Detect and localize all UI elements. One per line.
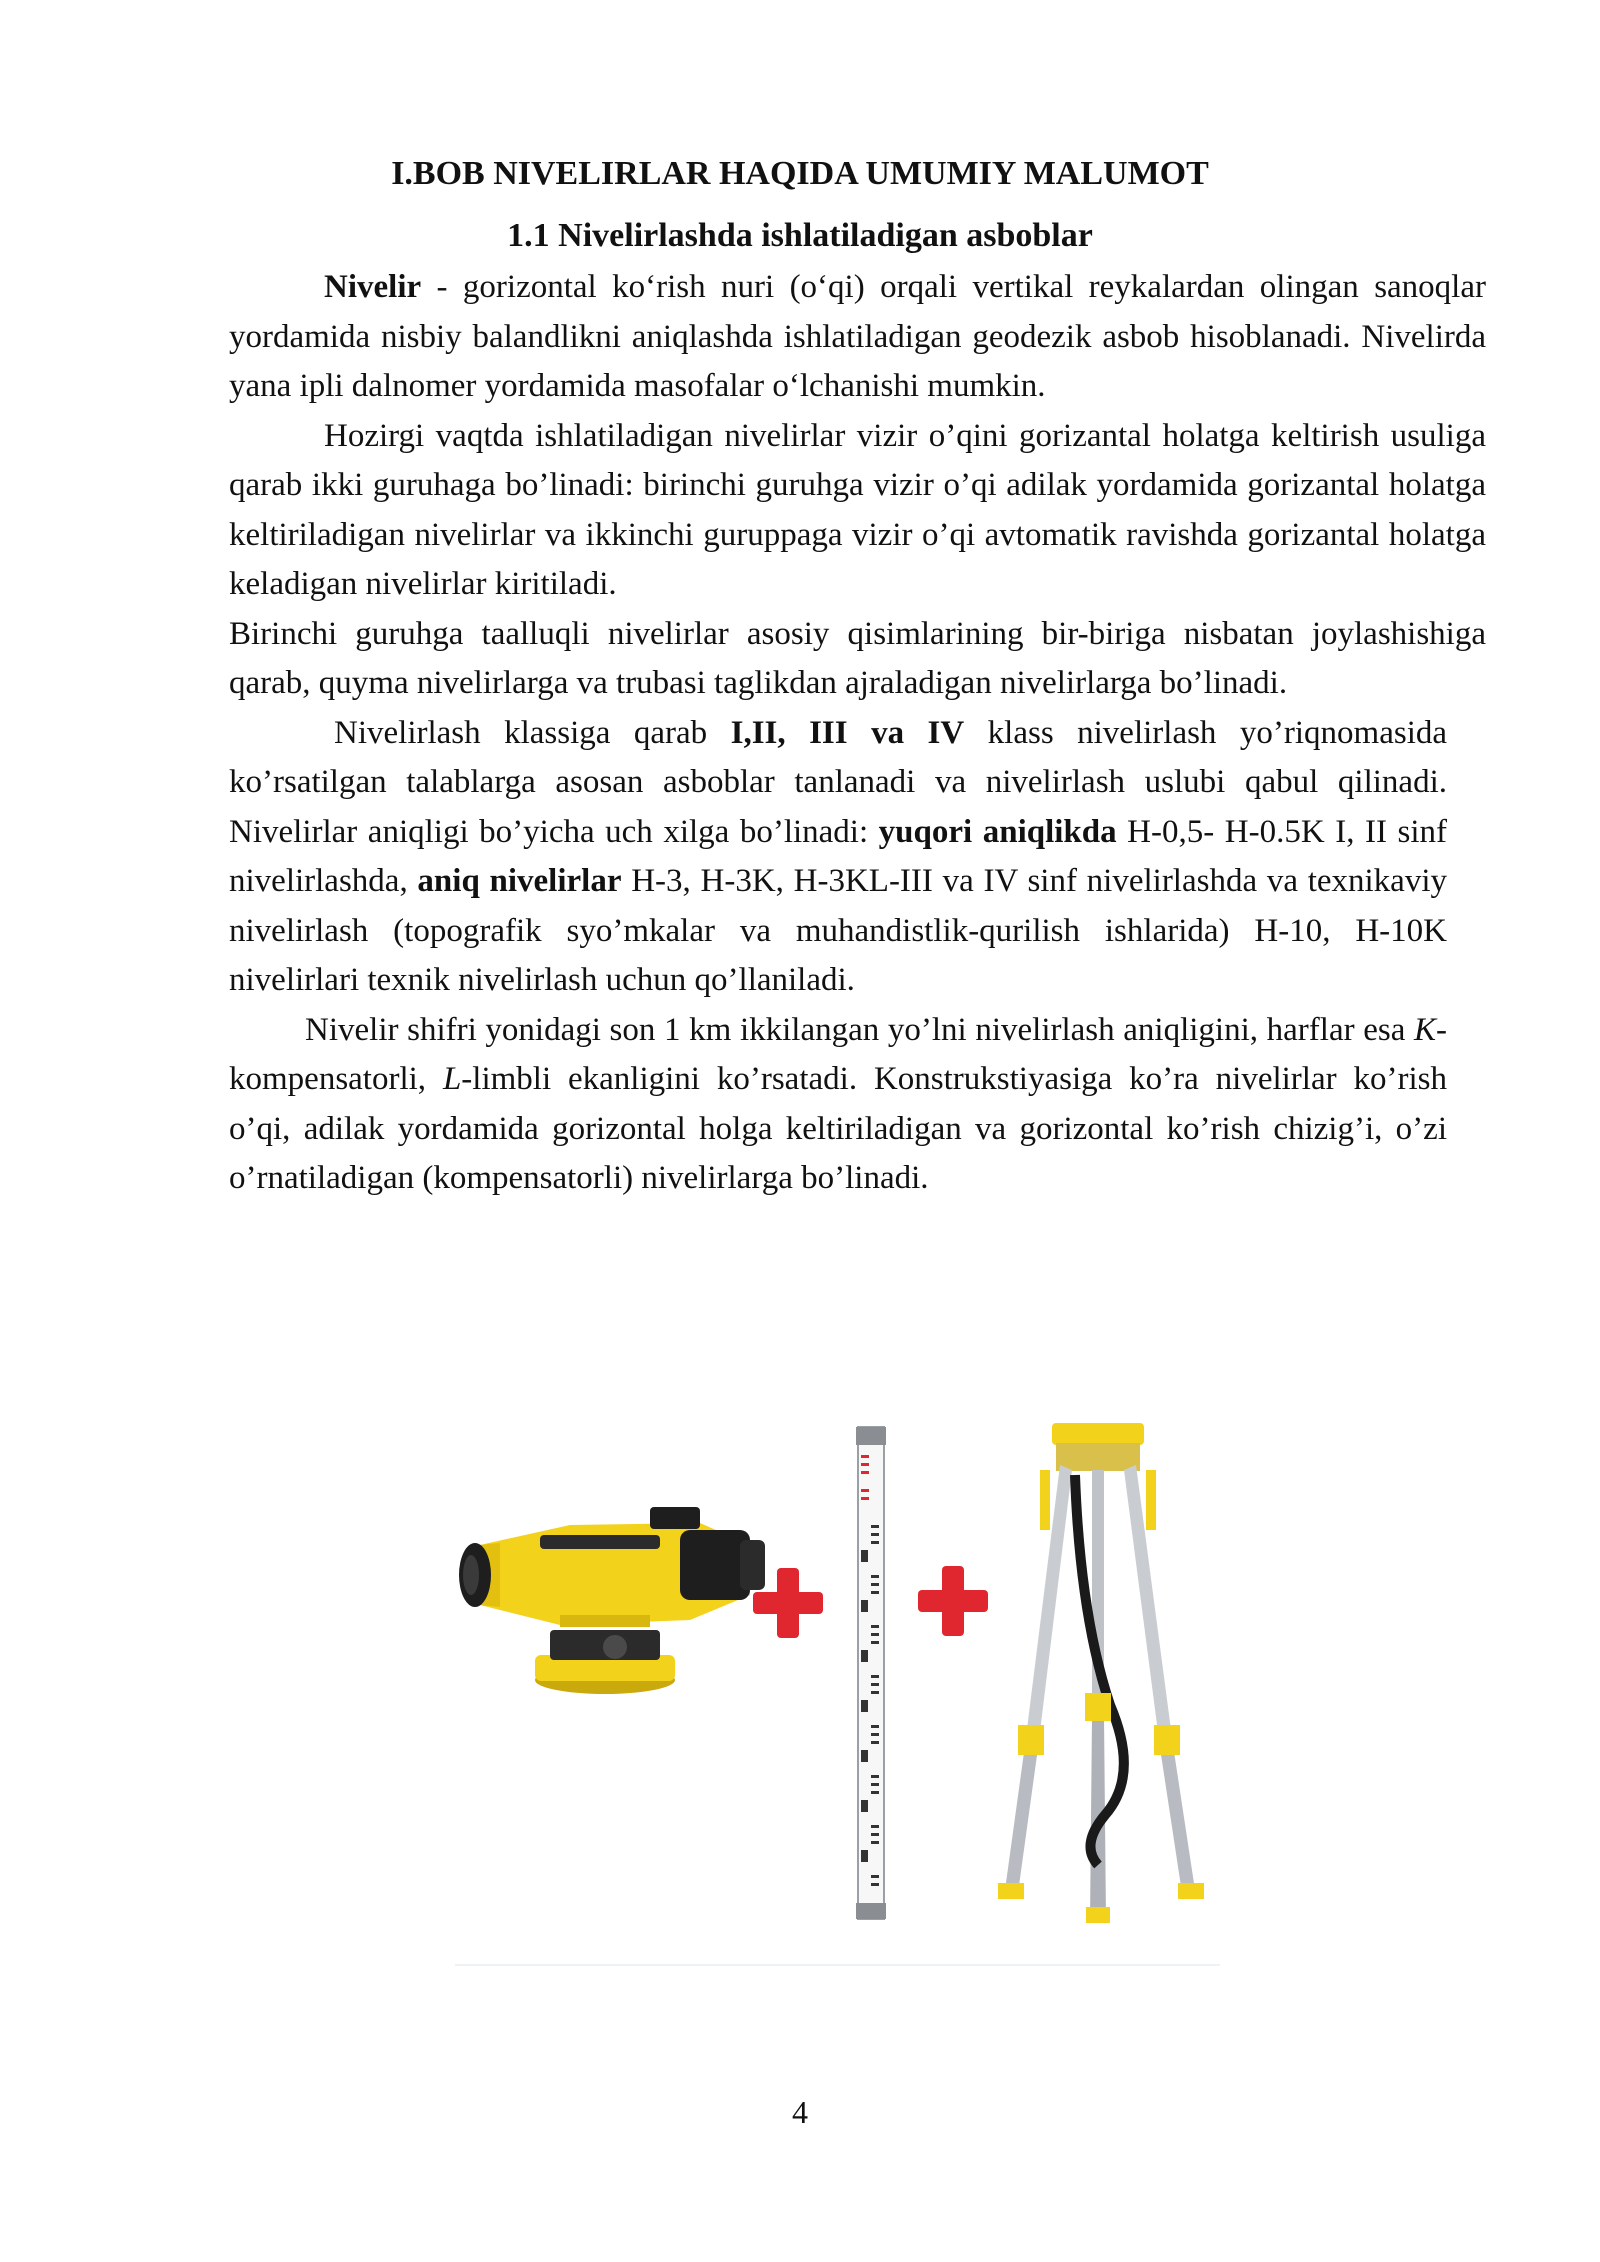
chapter-title: I.BOB NIVELIRLAR HAQIDA UMUMIY MALUMOT xyxy=(391,155,1209,192)
figure-divider xyxy=(455,1964,1220,1966)
paragraph-groups: Hozirgi vaqtda ishlatiladigan nivelirlar vizir o’qini gorizantal holatga keltirish usuliga qarab ikki guruhaga bo’linadi: birinchi guruhga vizir o’qi adilak yordamida gorizantal holatga keltiriladigan nivelirlar va ikkinchi guruppaga vizir o’qi avtomatik ravishda gorizantal holatga keladigan nivelirlar kiritiladi. xyxy=(229,417,1486,602)
leveling-equipment-figure xyxy=(440,1415,1240,1935)
definition-text: - gorizontal ko‘rish nuri (o‘qi) orqali vertikal reykalardan olingan sanoqlar yordamida nisbiy balandlikni aniqlashda ishlatiladigan geodezik asbob hisoblanadi. Nivelirda yana ipli dalnomer yordamida masofalar o‘lchanishi mumkin. xyxy=(229,269,1486,404)
section-title: 1.1 Nivelirlashda ishlatiladigan asboblar xyxy=(507,217,1093,254)
paragraph-first-group: Birinchi guruhga taalluqli nivelirlar asosiy qisimlarining bir-biriga nisbatan joylashishiga qarab, quyma nivelirlarga va trubasi taglikdan ajraladigan nivelirlarga bo’linadi. xyxy=(229,615,1486,701)
body-text xyxy=(229,263,1486,1204)
leveling-staff-image xyxy=(856,1427,886,1919)
term-nivelir: Nivelir xyxy=(324,269,422,305)
paragraph-accuracy-classes: Nivelirlash klassiga qarab I,II, III va IV klass nivelirlash yo’riqnomasida ko’rsatilgan talablarga asosan asboblar tanlanadi va nivelirlash uslubi qabul qilinadi. Nivelirlar aniqligi bo’yicha uch xilga bo’linadi: yuqori aniqlikda H-0,5- H-0.5K I, II sinf nivelirlashda, aniq nivelirlar H-3, H-3K, H-3KL-III va IV sinf nivelirlashda va texnikaviy nivelirlash (topografik syo’mkalar va muhandistlik-qurilish ishlarida) H-10, H-10K nivelirlari texnik nivelirlash uchun qo’llaniladi. xyxy=(229,714,1448,998)
paragraph-cipher: Nivelir shifri yonidagi son 1 km ikkilangan yo’lni nivelirlash aniqligini, harflar esa K-kompensatorli, L-limbli ekanligini ko’rsatadi. Konstrukstiyasiga ko’ra nivelirlar ko’rish o’qi, adilak yordamida gorizontal holga keltiriladigan va gorizontal ko’rish chizig’i, o’zi o’rnatiladigan (kompensatorli) nivelirlarga bo’linadi. xyxy=(229,1011,1447,1196)
page-number: 4 xyxy=(792,2094,808,2130)
paragraph-definition xyxy=(229,263,1486,412)
automatic-level-image xyxy=(459,1507,765,1694)
tripod-image xyxy=(998,1423,1204,1923)
plus-sign-icon xyxy=(918,1566,988,1636)
